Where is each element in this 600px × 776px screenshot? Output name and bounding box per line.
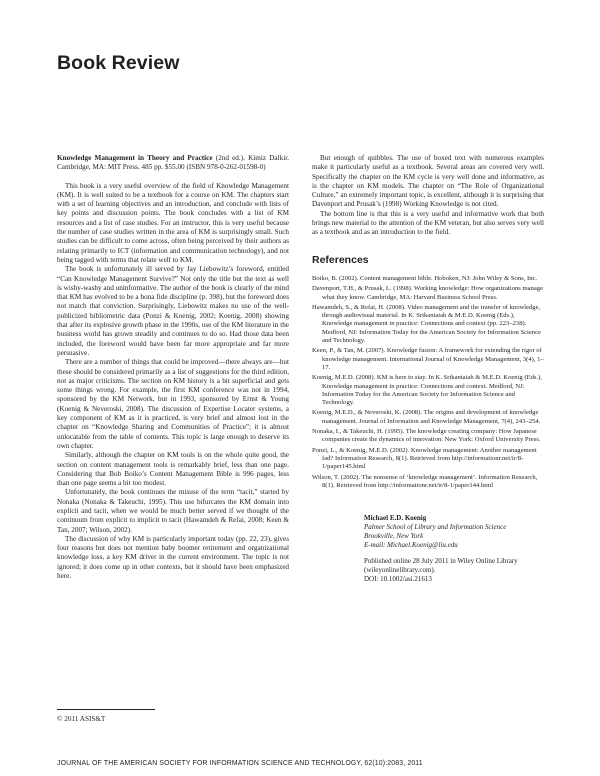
review-paragraph: But enough of quibbles. The use of boxed text with numerous examples make it particularly useful as a textbook. Several areas are covered very well. Specifically the chapter on the KM cycle is very well done and informative, as is the chapter on KM models. The chapter on “The Role of Organizational Culture,” an extremely important topic, is excellent, although it is surprising that Davenport and Prusak’s (1998) Working Knowledge is not cited. <box>312 154 544 209</box>
left-column <box>57 154 289 581</box>
reference-item: Davenport, T.H., & Prusak, L. (1998). Working knowledge: How organizations manage what they know. Cambridge, MA: Harvard Business School Press. <box>312 285 543 301</box>
review-paragraph: The bottom line is that this is a very useful and informative work that both brings new material to the attention of the KM veteran, but also serves very well as a textbook and as an introduction to the field. <box>312 209 544 237</box>
review-paragraph: There are a number of things that could be improved—there always are—but these should be considered primarily as a list of suggestions for the third edition, not as major criticisms. The section on KM history is a bit superficial and gets some things wrong. For example, the first KM conference was not in 1994, sponsored by the KM Network, but in 1993, sponsored by Ernst & Young (Koenig & Neveroski, 2008). The discussion of Expertise Locater systems, a key component of KM as it is practiced, is very brief and almost lost in the chapter on “Knowledge Sharing and Communities of Practice”; it is almost unlocatable from the table of contents. This topic is large enough to deserve its own chapter. <box>57 358 289 450</box>
doi: DOI: 10.1002/asi.21613 <box>364 575 432 584</box>
reference-item: Koenig, M.E.D. (2008). KM is here to stay. In K. Srikantaiah & M.E.D. Koenig (Eds.), Knowledge management in practice: Connections and context. Medford, NJ: Information Today for the American Society for Information Science and Technology. <box>312 374 542 407</box>
reviewer-signature <box>364 514 544 584</box>
book-citation <box>57 154 289 173</box>
page-title: Book Review <box>57 52 180 74</box>
review-paragraph: Unfortunately, the book continues the misuse of the term “tacit,” started by Nonaka (Nonaka & Takeuchi, 1995). This use bifurcates the KM domain into explicit and tacit, when we would be much better served if we thought of the continuum from explicit to implicit to tacit (Hawamdeh & Refai, 2008; Keen & Tan, 2007; Wilson, 2002). <box>57 488 289 534</box>
book-title: Knowledge Management in Theory and Practice <box>57 154 213 162</box>
review-paragraph: This book is a very useful overview of the field of Knowledge Management (KM). It is well suited to be a textbook for a course on KM. The chapters start with a set of learning objectives and an introduction, and conclude with lists of key points and discussion points. The book concludes with a list of KM resources and a list of case studies. For an instructor, this is very useful because the number of case studies written in the area of KM is surprisingly small. Such studies can be difficult to come across, often being perceived by their authors as relating primarily to ICT (information and communication technology), and not being tagged with terms that relate well to KM. <box>57 181 289 264</box>
reviewer-location: Brookville, New York <box>364 532 424 541</box>
reviewer-name: Michael E.D. Koenig <box>364 514 427 523</box>
footnote-rule <box>57 709 155 710</box>
reviewer-email: E-mail: Michael.Koenig@liu.edu <box>364 541 458 550</box>
reference-item: Keen, P., & Tan, M. (2007). Knowledge fusion: A framework for extending the rigor of knowledge management. International Journal of Knowledge Management, 3(4), 1–17. <box>312 347 544 371</box>
review-paragraph: The discussion of why KM is particularly important today (pp. 22, 23), gives four reasons but does not mention baby boomer retirement and organizational knowledge loss, a key KM driver in the current environment. The topic is not ignored; it does come up in other contexts, but it should have been emphasized here. <box>57 534 289 581</box>
running-footer: JOURNAL OF THE AMERICAN SOCIETY FOR INFORMATION SCIENCE AND TECHNOLOGY, 62(10):2083, 2011 <box>57 760 423 767</box>
references-heading: References <box>312 253 369 266</box>
review-paragraph: The book is unfortunately ill served by Jay Liebowitz’s foreword, entitled “Can Knowledge Management Survive?” Not only the title but the text as well is wishy-washy and uninformative. The author of the book is clearly of the mind that KM has evolved to be a bona fide discipline (p. 398), but the foreword does not match that conviction. Surprisingly, Liebowitz makes no use of the well-publicized bibliometric data (Ponzi & Koenig, 2002; Koenig, 2008) showing that after its explosive growth phase in the 1990s, use of the KM literature in the business world has grown steadily and continues to do so. Had those data been included, the foreword would have been far more appropriate and far more persuasive. <box>57 265 289 357</box>
reference-item: Hawamdeh, S., & Refai, H. (2008). Video management and the transfer of knowledge, through audiovisual material. In K. Srikantaiah & M.E.D. Koenig (Eds.), Knowledge management in practice: Connections and context (pp. 223–238). Medford, NJ: Information Today for the American Society for Information Science and Technology. <box>312 303 541 345</box>
references-list <box>312 275 544 490</box>
right-column <box>312 154 544 584</box>
reviewer-affiliation: Palmer School of Library and Information Science <box>364 523 507 532</box>
reference-item: Nonaka, I., & Takeuchi, H. (1995). The knowledge creating company: How Japanese companies create the dynamics of innovation. New York: Oxford University Press. <box>312 428 541 444</box>
copyright: © 2011 ASIS&T <box>57 715 106 723</box>
reference-item: Koenig, M.E.D., & Neveroski, K. (2008). The origins and development of knowledge management. Journal of Information and Knowledge Management, 7(4), 243–254. <box>312 409 541 425</box>
reference-item: Wilson, T. (2002). The nonsense of ‘knowledge management’. Information Research, 8(1). Retrieved from http://informationr.net/ir/8-1/paper144.html <box>312 473 538 489</box>
publication-info-url: (wileyonlinelibrary.com). <box>364 566 436 575</box>
publication-info: Published online 28 July 2011 in Wiley Online Library <box>364 557 518 566</box>
review-paragraph: Similarly, although the chapter on KM tools is on the whole quite good, the section on content management tools is remarkably brief, less than one page. Considering that Bob Boiko’s Content Management Bible is 996 pages, less than one page seems a bit too modest. <box>57 451 289 488</box>
book-details: (2nd ed.). Kimiz Dalkir. Cambridge, MA: MIT Press. 485 pp. $55.00 (ISBN 978-0-262-01598-0) <box>57 154 289 172</box>
reference-item: Boiko, B. (2002). Content management bible. Hoboken, NJ: John Wiley & Sons, Inc. <box>312 274 538 282</box>
reference-item: Ponzi, L., & Koenig, M.E.D. (2002). Knowledge management: Another management fad? Information Research, 8(1). Retrieved from http://informationr.net/ir/8-1/paper145.html <box>312 446 537 471</box>
